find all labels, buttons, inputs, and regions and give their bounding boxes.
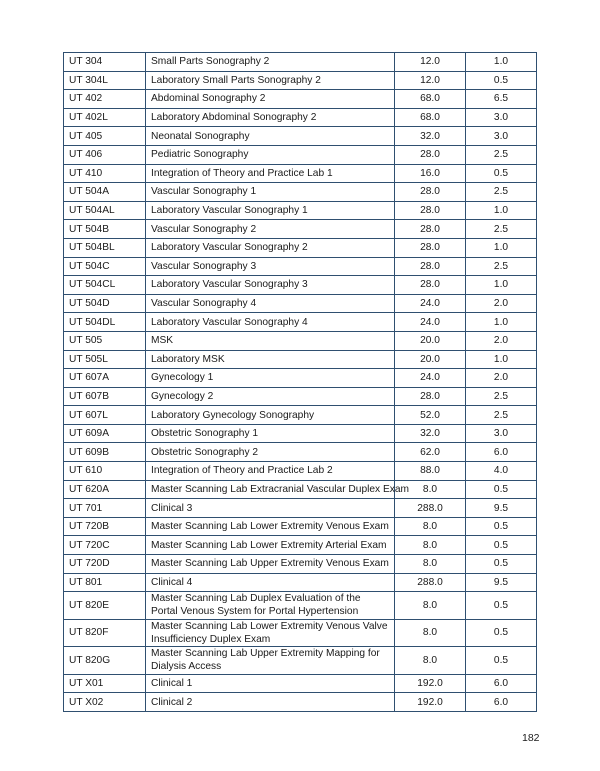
clock-hours-cell: 28.0 <box>395 145 466 164</box>
course-title-cell: Clinical 4 <box>146 573 395 592</box>
course-title-cell: Clinical 3 <box>146 499 395 518</box>
course-code-cell: UT 406 <box>64 145 146 164</box>
credits-cell: 2.5 <box>466 257 537 276</box>
credits-cell: 0.5 <box>466 71 537 90</box>
clock-hours-cell: 8.0 <box>395 592 466 620</box>
clock-hours-cell: 8.0 <box>395 517 466 536</box>
course-code-cell: UT 405 <box>64 127 146 146</box>
table-row <box>64 220 537 239</box>
clock-hours-cell: 8.0 <box>395 647 466 675</box>
course-title-cell: Laboratory Vascular Sonography 3 <box>146 276 395 295</box>
course-title-cell: Small Parts Sonography 2 <box>146 53 395 72</box>
course-title-cell: Laboratory Abdominal Sonography 2 <box>146 108 395 127</box>
course-code-cell: UT 504AL <box>64 201 146 220</box>
course-title-cell: Obstetric Sonography 1 <box>146 424 395 443</box>
clock-hours-cell: 12.0 <box>395 71 466 90</box>
course-title-cell: Integration of Theory and Practice Lab 2 <box>146 462 395 481</box>
course-code-cell: UT 610 <box>64 462 146 481</box>
credits-cell: 2.0 <box>466 369 537 388</box>
clock-hours-cell: 20.0 <box>395 350 466 369</box>
table-row <box>64 238 537 257</box>
course-title-cell: Master Scanning Lab Upper Extremity Mapping for Dialysis Access <box>146 647 395 675</box>
course-code-cell: UT 820G <box>64 647 146 675</box>
course-title-cell: Laboratory Vascular Sonography 4 <box>146 313 395 332</box>
table-row <box>64 127 537 146</box>
course-title-cell: Laboratory Gynecology Sonography <box>146 406 395 425</box>
table-row <box>64 674 537 693</box>
credits-cell: 0.5 <box>466 555 537 574</box>
course-title-cell: Gynecology 1 <box>146 369 395 388</box>
credits-cell: 4.0 <box>466 462 537 481</box>
credits-cell: 2.5 <box>466 387 537 406</box>
clock-hours-cell: 28.0 <box>395 276 466 295</box>
credits-cell: 0.5 <box>466 164 537 183</box>
course-code-cell: UT 620A <box>64 480 146 499</box>
table-row <box>64 90 537 109</box>
course-code-cell: UT 607B <box>64 387 146 406</box>
clock-hours-cell: 24.0 <box>395 313 466 332</box>
table-row <box>64 443 537 462</box>
clock-hours-cell: 32.0 <box>395 424 466 443</box>
clock-hours-cell: 28.0 <box>395 257 466 276</box>
clock-hours-cell: 32.0 <box>395 127 466 146</box>
course-title-cell: Master Scanning Lab Duplex Evaluation of the Portal Venous System for Portal Hypertension <box>146 592 395 620</box>
course-title-cell: Clinical 1 <box>146 674 395 693</box>
course-code-cell: UT 820E <box>64 592 146 620</box>
table-row <box>64 555 537 574</box>
course-title-cell: Gynecology 2 <box>146 387 395 406</box>
table-row <box>64 480 537 499</box>
credits-cell: 2.0 <box>466 294 537 313</box>
credits-cell: 0.5 <box>466 647 537 675</box>
credits-cell: 3.0 <box>466 108 537 127</box>
credits-cell: 1.0 <box>466 350 537 369</box>
course-title-cell: Obstetric Sonography 2 <box>146 443 395 462</box>
credits-cell: 0.5 <box>466 536 537 555</box>
course-code-cell: UT 410 <box>64 164 146 183</box>
table-row <box>64 369 537 388</box>
table-row <box>64 201 537 220</box>
course-code-cell: UT 505L <box>64 350 146 369</box>
clock-hours-cell: 8.0 <box>395 536 466 555</box>
clock-hours-cell: 28.0 <box>395 387 466 406</box>
table-row <box>64 276 537 295</box>
course-code-cell: UT 801 <box>64 573 146 592</box>
course-code-cell: UT 701 <box>64 499 146 518</box>
course-title-cell: Vascular Sonography 3 <box>146 257 395 276</box>
table-row <box>64 71 537 90</box>
course-code-cell: UT 504C <box>64 257 146 276</box>
credits-cell: 9.5 <box>466 573 537 592</box>
course-code-cell: UT 504DL <box>64 313 146 332</box>
course-title-cell: Master Scanning Lab Lower Extremity Arterial Exam <box>146 536 395 555</box>
credits-cell: 0.5 <box>466 517 537 536</box>
clock-hours-cell: 24.0 <box>395 369 466 388</box>
credits-cell: 1.0 <box>466 238 537 257</box>
clock-hours-cell: 28.0 <box>395 183 466 202</box>
table-row <box>64 313 537 332</box>
course-code-cell: UT 505 <box>64 331 146 350</box>
credits-cell: 2.5 <box>466 220 537 239</box>
course-title-cell: Master Scanning Lab Upper Extremity Venous Exam <box>146 555 395 574</box>
page-number: 182 <box>522 732 540 744</box>
course-code-cell: UT 609B <box>64 443 146 462</box>
course-title-cell: Master Scanning Lab Lower Extremity Venous Valve Insufficiency Duplex Exam <box>146 619 395 647</box>
credits-cell: 6.0 <box>466 443 537 462</box>
course-code-cell: UT 304 <box>64 53 146 72</box>
course-code-cell: UT X01 <box>64 674 146 693</box>
table-row <box>64 592 537 620</box>
course-code-cell: UT 304L <box>64 71 146 90</box>
credits-cell: 2.0 <box>466 331 537 350</box>
table-row <box>64 108 537 127</box>
credits-cell: 0.5 <box>466 592 537 620</box>
clock-hours-cell: 8.0 <box>395 480 466 499</box>
course-title-cell: MSK <box>146 331 395 350</box>
table-row <box>64 573 537 592</box>
table-row <box>64 183 537 202</box>
clock-hours-cell: 88.0 <box>395 462 466 481</box>
credits-cell: 6.5 <box>466 90 537 109</box>
course-code-cell: UT 504BL <box>64 238 146 257</box>
clock-hours-cell: 28.0 <box>395 201 466 220</box>
course-title-cell: Vascular Sonography 1 <box>146 183 395 202</box>
credits-cell: 6.0 <box>466 693 537 712</box>
table-row <box>64 693 537 712</box>
course-code-cell: UT 504CL <box>64 276 146 295</box>
clock-hours-cell: 8.0 <box>395 555 466 574</box>
table-row <box>64 619 537 647</box>
course-title-cell: Laboratory MSK <box>146 350 395 369</box>
course-title-cell: Clinical 2 <box>146 693 395 712</box>
credits-cell: 9.5 <box>466 499 537 518</box>
clock-hours-cell: 62.0 <box>395 443 466 462</box>
course-title-cell: Abdominal Sonography 2 <box>146 90 395 109</box>
course-table-body <box>64 53 537 712</box>
clock-hours-cell: 20.0 <box>395 331 466 350</box>
clock-hours-cell: 68.0 <box>395 108 466 127</box>
course-table <box>63 52 537 712</box>
clock-hours-cell: 288.0 <box>395 499 466 518</box>
course-title-cell: Laboratory Small Parts Sonography 2 <box>146 71 395 90</box>
credits-cell: 2.5 <box>466 145 537 164</box>
table-row <box>64 462 537 481</box>
course-title-cell: Laboratory Vascular Sonography 1 <box>146 201 395 220</box>
credits-cell: 1.0 <box>466 276 537 295</box>
course-title-cell: Master Scanning Lab Lower Extremity Venous Exam <box>146 517 395 536</box>
clock-hours-cell: 28.0 <box>395 238 466 257</box>
credits-cell: 2.5 <box>466 406 537 425</box>
table-row <box>64 647 537 675</box>
course-code-cell: UT 607L <box>64 406 146 425</box>
course-code-cell: UT 720B <box>64 517 146 536</box>
table-row <box>64 387 537 406</box>
table-row <box>64 331 537 350</box>
clock-hours-cell: 28.0 <box>395 220 466 239</box>
course-title-cell: Neonatal Sonography <box>146 127 395 146</box>
course-code-cell: UT 504D <box>64 294 146 313</box>
course-title-cell: Vascular Sonography 2 <box>146 220 395 239</box>
table-row <box>64 424 537 443</box>
credits-cell: 1.0 <box>466 313 537 332</box>
clock-hours-cell: 12.0 <box>395 53 466 72</box>
credits-cell: 1.0 <box>466 201 537 220</box>
table-row <box>64 499 537 518</box>
clock-hours-cell: 16.0 <box>395 164 466 183</box>
clock-hours-cell: 24.0 <box>395 294 466 313</box>
credits-cell: 1.0 <box>466 53 537 72</box>
table-row <box>64 406 537 425</box>
clock-hours-cell: 192.0 <box>395 674 466 693</box>
credits-cell: 2.5 <box>466 183 537 202</box>
course-code-cell: UT 720D <box>64 555 146 574</box>
table-row <box>64 257 537 276</box>
table-row <box>64 53 537 72</box>
course-code-cell: UT 402 <box>64 90 146 109</box>
table-row <box>64 164 537 183</box>
course-title-cell: Vascular Sonography 4 <box>146 294 395 313</box>
credits-cell: 6.0 <box>466 674 537 693</box>
course-code-cell: UT 504A <box>64 183 146 202</box>
credits-cell: 0.5 <box>466 480 537 499</box>
clock-hours-cell: 288.0 <box>395 573 466 592</box>
clock-hours-cell: 8.0 <box>395 619 466 647</box>
credits-cell: 3.0 <box>466 424 537 443</box>
course-code-cell: UT 720C <box>64 536 146 555</box>
course-code-cell: UT 402L <box>64 108 146 127</box>
table-row <box>64 536 537 555</box>
course-code-cell: UT 607A <box>64 369 146 388</box>
table-row <box>64 350 537 369</box>
course-code-cell: UT 820F <box>64 619 146 647</box>
credits-cell: 0.5 <box>466 619 537 647</box>
course-title-cell: Integration of Theory and Practice Lab 1 <box>146 164 395 183</box>
course-title-cell: Master Scanning Lab Extracranial Vascular Duplex Exam <box>146 480 395 499</box>
table-row <box>64 294 537 313</box>
clock-hours-cell: 192.0 <box>395 693 466 712</box>
credits-cell: 3.0 <box>466 127 537 146</box>
course-title-cell: Laboratory Vascular Sonography 2 <box>146 238 395 257</box>
course-code-cell: UT X02 <box>64 693 146 712</box>
course-code-cell: UT 504B <box>64 220 146 239</box>
table-row <box>64 517 537 536</box>
course-title-cell: Pediatric Sonography <box>146 145 395 164</box>
clock-hours-cell: 68.0 <box>395 90 466 109</box>
course-code-cell: UT 609A <box>64 424 146 443</box>
table-row <box>64 145 537 164</box>
clock-hours-cell: 52.0 <box>395 406 466 425</box>
